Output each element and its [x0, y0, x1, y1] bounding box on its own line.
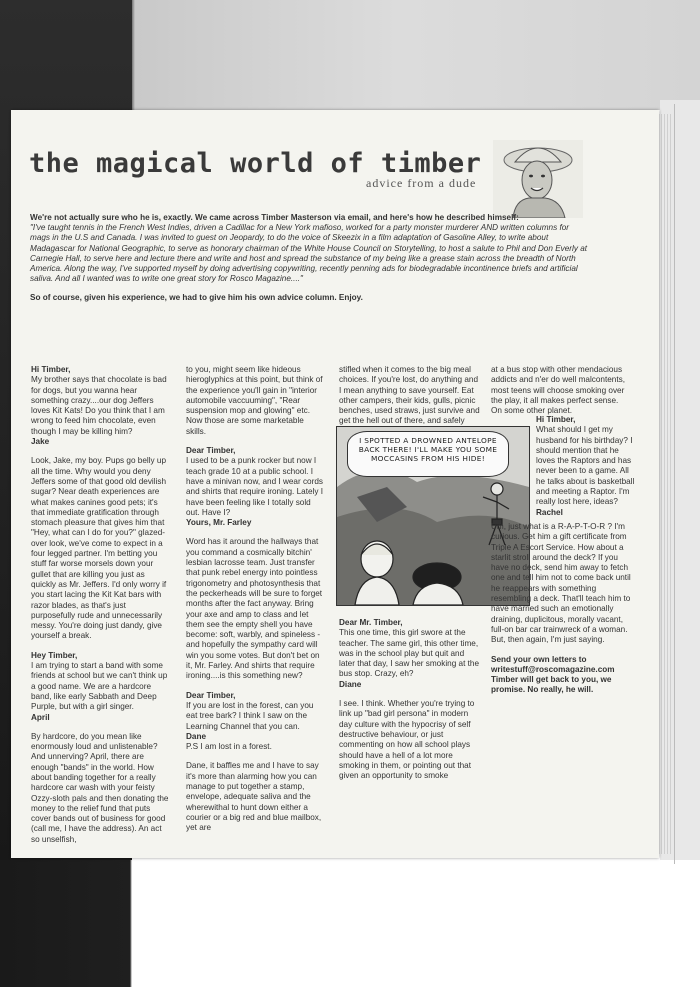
article-intro: [30, 213, 590, 304]
intro-quote: "I've taught tennis in the French West Indies, driven a Cadillac for a New York mafioso, worked for a party monster murderer AND written columns for mags in the U.S and Canada. I was invited to guest on Jeopardy, to do the voice of Skeezix in a film adaptation of Gasoline Alley, to write about Madagascar for National Geographic, to serve as honorary chairman of the White House Council on Storytelling, to host a salute to Phil and Don Everly at Carnegie Hall, to serve here and lecture there and write and host and spread the substance of my being like a grease stain across the breadth of North America. Along the way, I've supported myself by doing advertising copywriting, recently penning ads for biodegradable incontinence briefs and artificial saliva. And all I wanted was to write one great story for Rosco Magazine....": [30, 223, 588, 284]
timber-portrait-icon: [493, 140, 583, 218]
letter-heading: Hi Timber,: [536, 415, 576, 424]
intro-close: So of course, given his experience, we had to give him his own advice column. Enjoy.: [30, 293, 363, 303]
letter-signature: April: [31, 712, 50, 722]
letter-signature: Dane: [186, 731, 207, 741]
reply-body: Dane, it baffles me and I have to say it's more than alarming how you can manage to put together a stamp, envelope, adequate saliva and the wherewithal to hunt down either a courier or a big red and blue mailbox, yet are: [186, 761, 322, 833]
letter-body: If you are lost in the forest, can you eat tree bark? I think I saw on the Learning Channel that you can.: [186, 700, 314, 731]
letter-signature: Yours, Mr. Farley: [186, 518, 252, 528]
reply-body: Um, just what is a R-A-P-T-O-R ? I'm curious. Get him a gift certificate from Triple A Escort Service. How about a starlit stroll around the deck? If you have no deck, send him away to fetch one and tell him not to come back until he reappears with something resembling a deck. That'll teach him to have married such an emotionally draining, duplicitous, morally vacant, full-on bar car trainwreck of a woman. But, then again, I'm just saying.: [491, 522, 631, 645]
column-4-letter: [536, 415, 636, 518]
reply-body: Word has it around the hallways that you command a cosmically bitchin' lesbian lacrosse team. Just transfer that punk rebel energy into pointless trigonometry and photosynthesis that the peckerheads will be sure to forget months after the fact anyway. Bring your axe and amp to class and let them see the empty shell you have become: soft, warbly, and spineless - and hopefully the sympathy card will win you some votes. But don't bet on it, Mr. Farley. And shirts that require ironing....is this something new?: [186, 537, 323, 681]
letter-signature: Rachel: [536, 507, 563, 517]
reply-body: By hardcore, do you mean like enormously loud and unlistenable? And unnerving? April, there are enough "bands" in the world. How about banding together for a really hardcore car wash with your feisty Ozzy-sloth pals and then donating the money to the relief fund that puts cover bands out of business for good (call me, I have the address). An act so unselfish,: [31, 731, 169, 844]
send-letters-line: Send your own letters to: [491, 654, 587, 664]
column-4-reply: [491, 522, 636, 696]
letter-body: I used to be a punk rocker but now I teach grade 10 at a public school. I have a minivan now, and I wear cords and shirts that require ironing. Lately I have been feeling like I totally sold out. Have I?: [186, 456, 323, 517]
column-3-lower: [339, 618, 482, 790]
reply-continued: stifled when it comes to the big meal choices. If you're lost, do anything and I mean anything to save yourself. Eat other campers, their kids, gulls, picnic benches, used straws, just survive and get the hell out of there, and safely: [339, 365, 480, 426]
letter-heading: Hey Timber,: [31, 650, 78, 660]
intro-lead: We're not actually sure who he is, exactly. We came across Timber Masterson via email, and here's how he described himself:: [30, 213, 519, 222]
column-2: [186, 365, 326, 842]
reply-continued: at a bus stop with other mendacious addicts and n'er do well malcontents, most teens will choose smoking over the play, it all makes perfect sense. On some other planet.: [491, 365, 626, 416]
letter-heading: Dear Mr. Timber,: [339, 618, 403, 627]
comic-speech-bubble: I SPOTTED A DROWNED ANTELOPE BACK THERE! I'LL MAKE YOU SOME MOCCASINS FROM HIS HIDE!: [347, 431, 509, 477]
letter-signature: Jake: [31, 437, 50, 447]
letter-body: I am trying to start a band with some friends at school but we can't think up a good name. We are a hardcore band, like early Sabbath and Deep Purple, but with a girl singer.: [31, 661, 168, 712]
send-email: writestuff@roscomagazine.com: [491, 664, 615, 674]
letter-signature: Diane: [339, 679, 362, 689]
letter-heading: Dear Timber,: [186, 690, 236, 700]
magazine-page: [11, 110, 659, 858]
letter-body: What should I get my husband for his birthday? I should mention that he loves the Raptors and has never been to a game. All he talks about is basketball and meeting a Raptor. I'm really lost here, ideas?: [536, 425, 635, 507]
letter-heading: Hi Timber,: [31, 365, 71, 374]
reply-body: I see. I think. Whether you're trying to link up "bad girl persona" in modern day culture with the hypocrisy of self destructive behaviour, or just commenting on how all school plays should have a hell of a lot more smoking in them, or pointing out that given an opportunity to smoke: [339, 699, 475, 781]
timber-photo: [493, 140, 583, 218]
reply-body: Look, Jake, my boy. Pups go belly up all the time. Why would you deny Jeffers some of that good old devilish sugar? Near death experiences are what makes canines good pets; it's that immediate gratification through stomach pleasure that gives him that "Hey, what can I do for you?" glazed-over look, we've come to expect in a four legged partner. I'm betting you stuff far worse morsels down your gullet that are killing you just as quickly as Mr. Jeffers. I'd only worry if you start lacing the Kit Kat bars with razor blades, as that's just purposefully rude and unnecessarily messy. You're doing just dandy, give yourself a break.: [31, 456, 167, 641]
column-1: [31, 365, 169, 854]
reply-continued: to you, might seem like hideous hieroglyphics at this point, but think of the experience you'll gain in "interior automobile vaccuuming", "Rear suspension mop and glowing" etc. Now those are some marketable skills.: [186, 365, 323, 436]
letter-postscript: P.S I am lost in a forest.: [186, 742, 272, 752]
article-title: the magical world of timber: [29, 148, 482, 179]
letter-heading: Dear Timber,: [186, 446, 236, 456]
letter-body: My brother says that chocolate is bad for dogs, but you wanna hear something crazy....our dog Jeffers loves Kit Kats! Do you think that I am wrong to feed him chocolate, even though I may be killing him?: [31, 375, 167, 436]
letter-body: This one time, this girl swore at the teacher. The same girl, this other time, was in the school play but quit and later that day, I saw her smoking at the bus stop. Crazy, eh?: [339, 628, 480, 679]
send-promise: Timber will get back to you, we promise. No really, he will.: [491, 675, 612, 695]
scanner-background-bottom: [0, 860, 700, 987]
article-subtitle: advice from a dude: [366, 176, 477, 190]
